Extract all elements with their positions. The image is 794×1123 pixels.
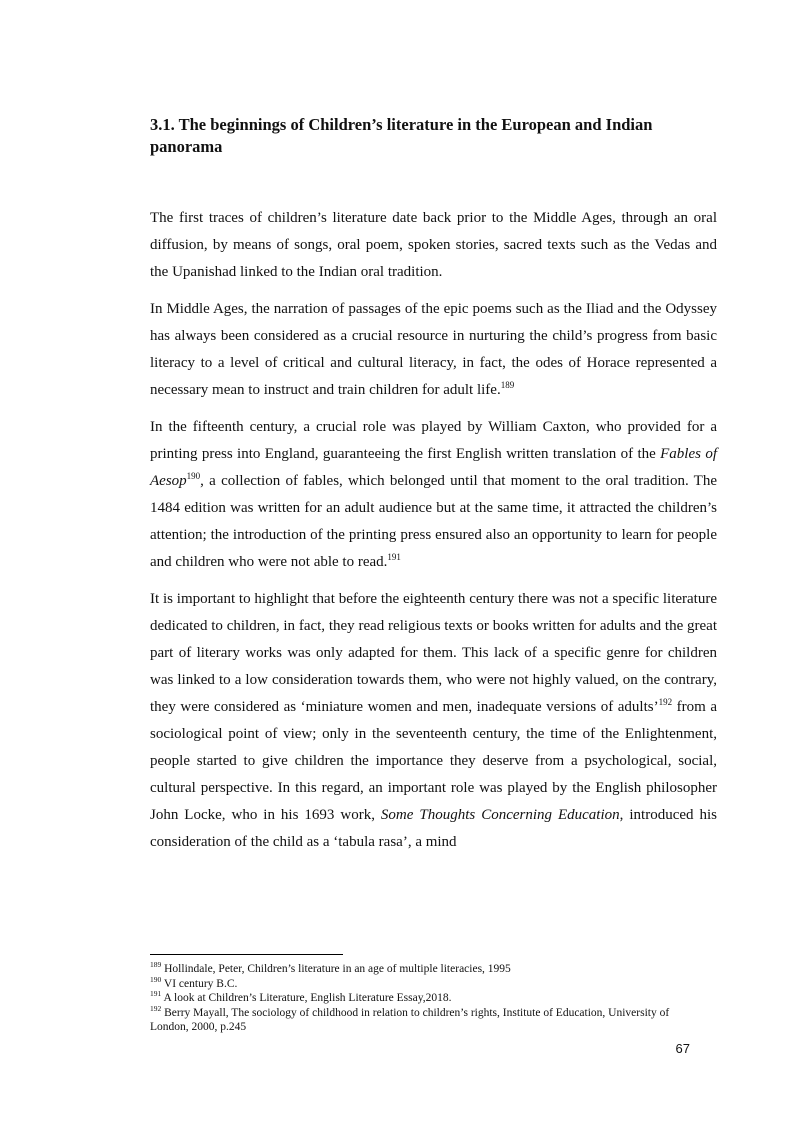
footnote-text: VI century B.C. — [163, 977, 238, 990]
footnote-ref-191[interactable]: 191 — [387, 552, 401, 562]
section-heading: 3.1. The beginnings of Children’s literature in the European and Indian panorama — [150, 115, 653, 156]
paragraph-1: The first traces of children’s literature date back prior to the Middle Ages, through an oral diffusion, by means of songs, oral poem, spoken stories, sacred texts such as the Vedas and the Upanishad linked to the Indian oral tradition. — [150, 210, 717, 280]
footnote-text: A look at Children’s Literature, English Literature Essay,2018. — [163, 992, 452, 1004]
footnote-192 — [150, 1003, 710, 1035]
paragraph-3 — [150, 414, 717, 576]
body-text — [150, 205, 717, 866]
footnotes — [150, 962, 710, 1035]
page-number: 67 — [675, 1041, 690, 1056]
footnote-ref-192[interactable]: 192 — [658, 697, 673, 707]
paragraph-2-text: In Middle Ages, the narration of passages of the epic poems such as the Iliad and the Odyssey has always been considered as a crucial resource in nurturing the child’s progress from basic literacy to a level of critical and cultural literacy, in fact, the odes of Horace represented a necessary mean to instruct and train children for adult life. — [150, 301, 717, 398]
footnote-divider — [150, 954, 343, 955]
footnote-number: 192 — [150, 1003, 162, 1013]
footnote-number: 190 — [150, 974, 162, 984]
book-title-some-thoughts: Some Thoughts Concerning Education — [380, 807, 620, 823]
footnote-190 — [150, 974, 710, 992]
book-title-fables-of-aesop: Fables of Aesop — [150, 446, 717, 489]
footnote-191 — [150, 991, 710, 1006]
paragraph-3-text-start: In the fifteenth century, a crucial role was played by William Caxton, who provided for a printing press into England, guaranteeing the first English written translation of the — [150, 419, 717, 462]
paragraph-3-text-end: , a collection of fables, which belonged until that moment to the oral tradition. The 1484 edition was written for an adult audience but at the same time, it attracted the children’s attention; the introduction of the printing press ensured also an opportunity to learn for people and children who were not able to read. — [150, 473, 717, 570]
footnote-number: 191 — [150, 989, 162, 999]
footnote-ref-190[interactable]: 190 — [186, 471, 201, 481]
paragraph-4-text-end: , introduced his consideration of the child as a ‘tabula rasa’, a mind — [150, 807, 717, 850]
paragraph-4 — [150, 586, 717, 856]
paragraph-2 — [150, 296, 717, 404]
footnote-number: 189 — [150, 960, 162, 970]
paragraph-4-text-middle: from a sociological point of view; only in the seventeenth century, the time of the Enlightenment, people started to give children the importance they deserve from a psychological, social, cultural perspective. In this regard, an important role was played by the English philosopher John Locke, who in his 1693 work, — [150, 699, 717, 823]
footnote-189 — [150, 962, 710, 977]
footnote-text: Hollindale, Peter, Children’s literature in an age of multiple literacies, 1995 — [164, 963, 511, 975]
footnote-text: Berry Mayall, The sociology of childhood in relation to children’s rights, Institute of Education, University of London, 2000, p.245 — [150, 1006, 670, 1033]
footnote-ref-189[interactable]: 189 — [500, 380, 515, 390]
paragraph-4-text-start: It is important to highlight that before the eighteenth century there was not a specific literature dedicated to children, in fact, they read religious texts or books written for adults and the great part of literary works was only adapted for them. This lack of a specific genre for children was linked to a low consideration towards them, who were not highly valued, on the contrary, they were considered as ‘miniature women and men, inadequate versions of adults’ — [150, 591, 717, 715]
